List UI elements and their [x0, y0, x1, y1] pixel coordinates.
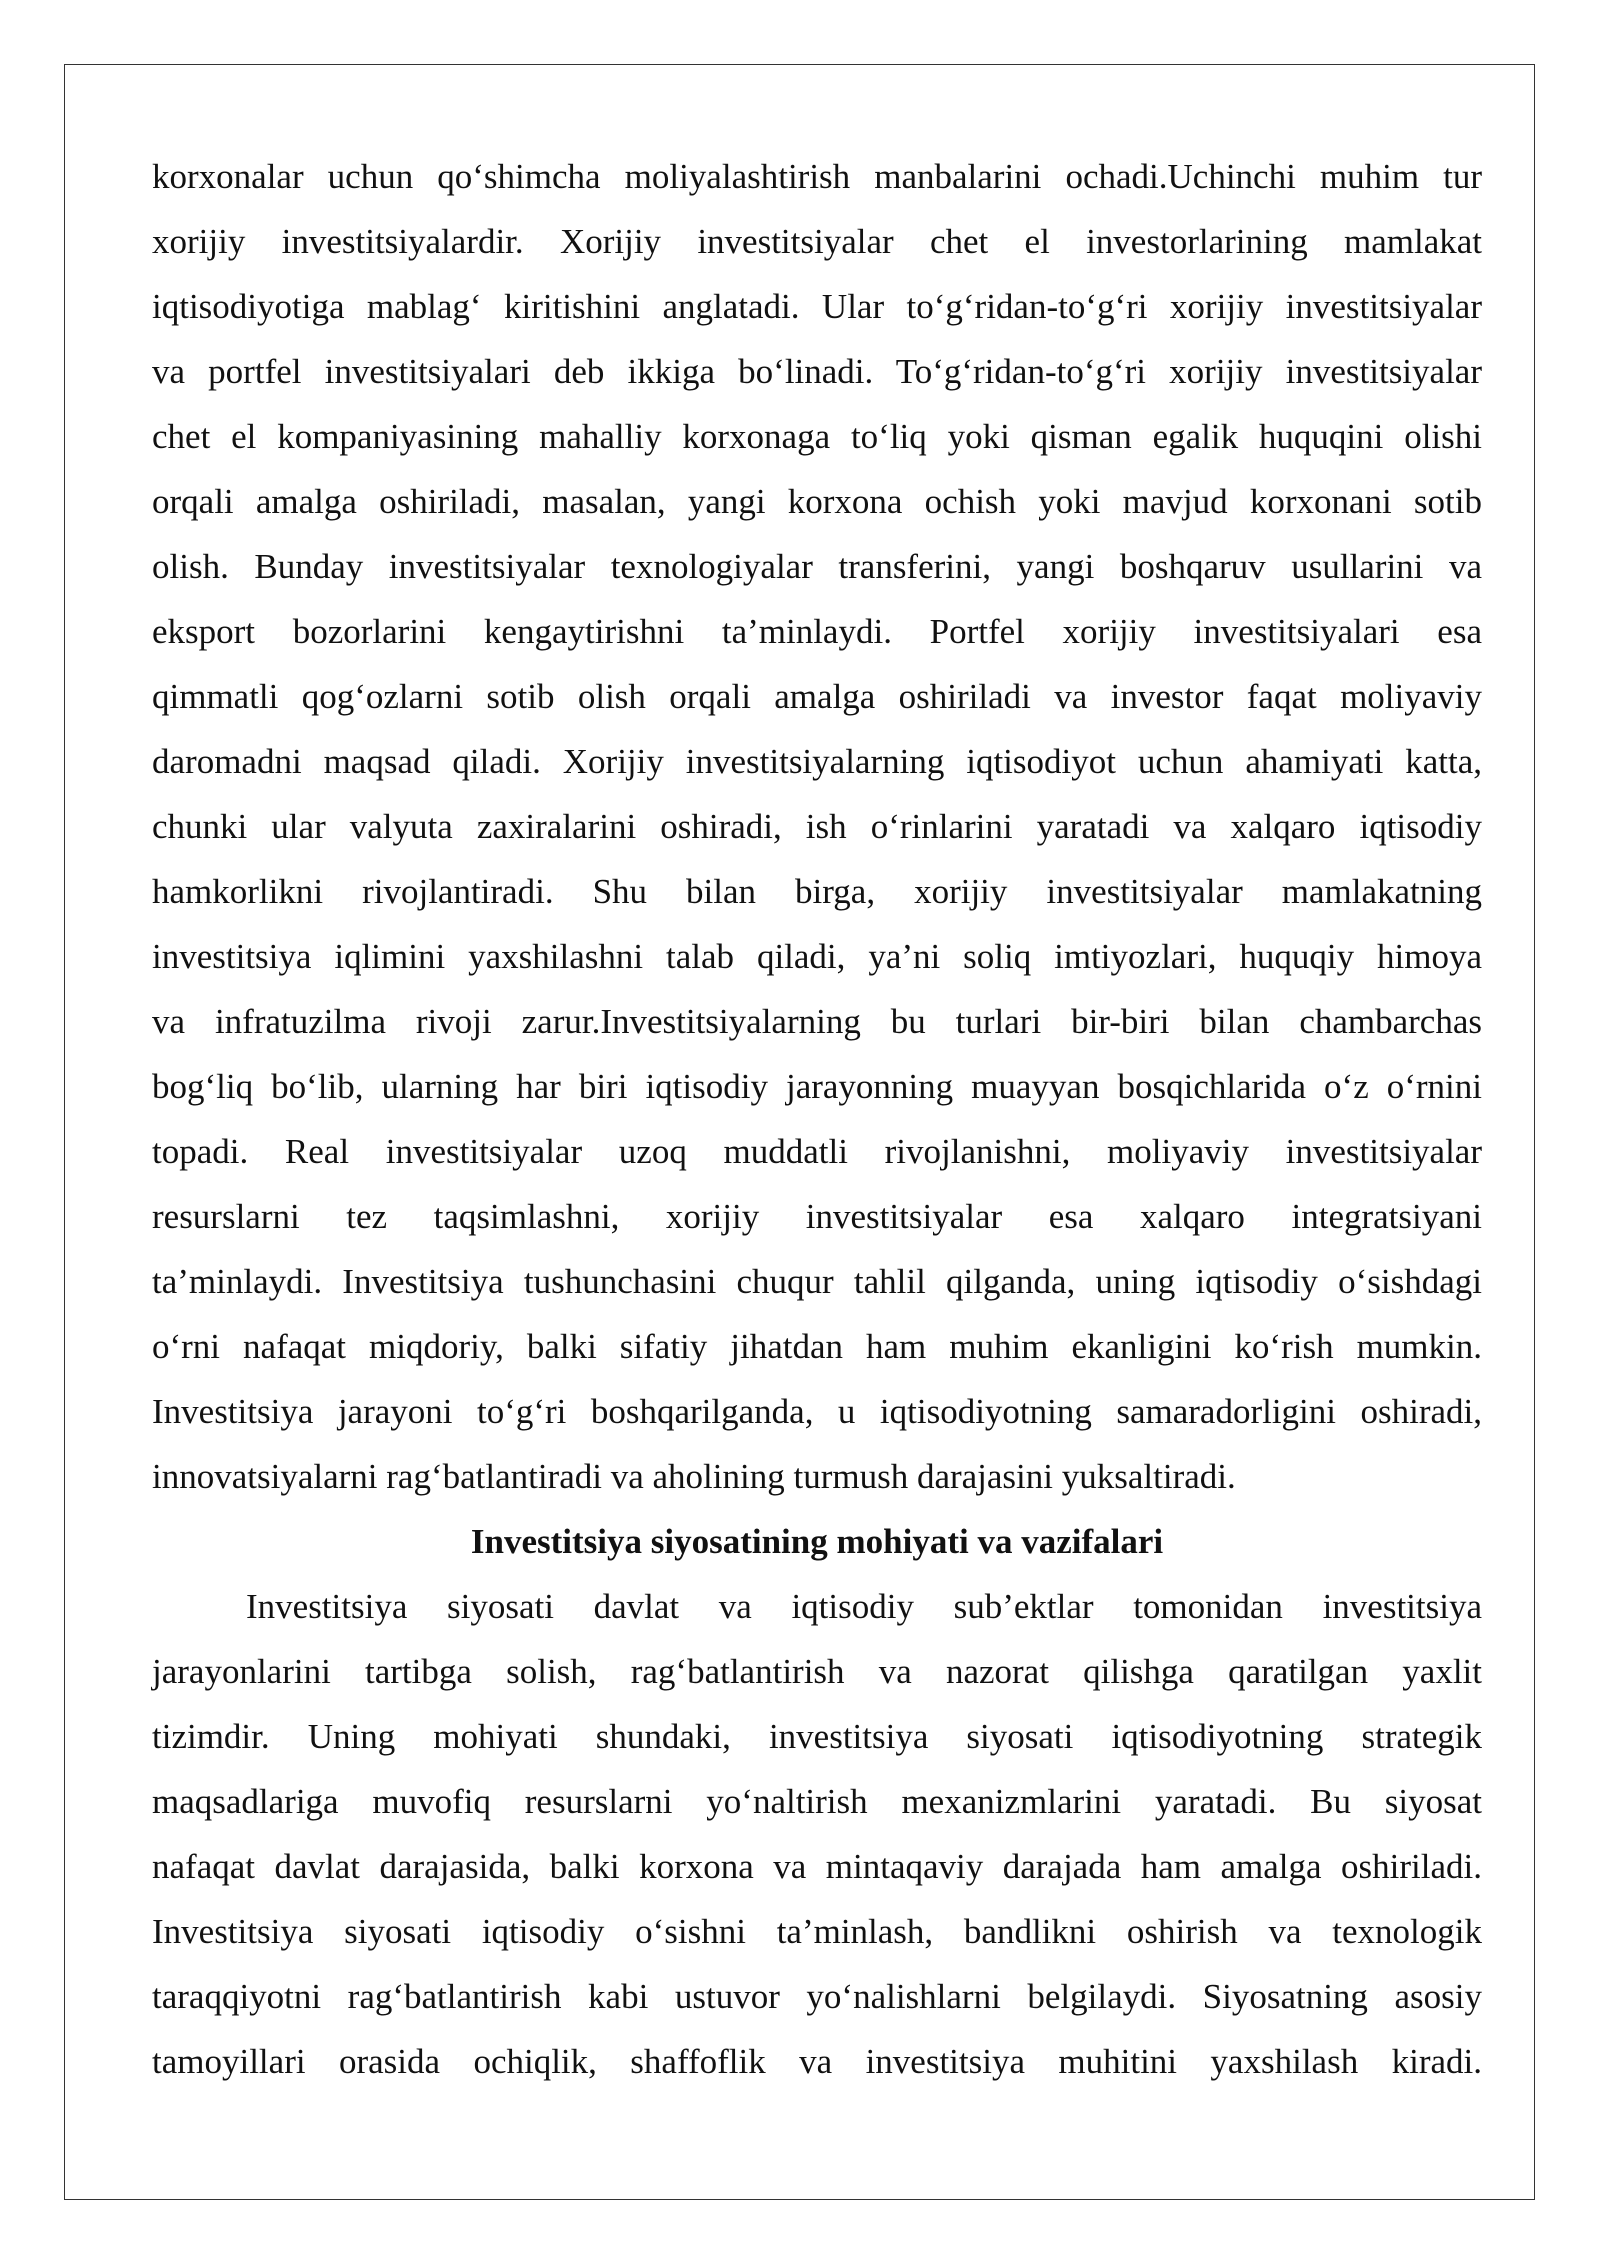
text-line: jarayonlarini tartibga solish, rag‘batlantirish va nazorat qilishga qaratilgan yaxlit: [152, 1652, 1482, 1691]
text-line: olish. Bunday investitsiyalar texnologiyalar transferini, yangi boshqaruv usullarini va: [152, 547, 1482, 586]
text-line: maqsadlariga muvofiq resurslarni yo‘naltirish mexanizmlarini yaratadi. Bu siyosat: [152, 1782, 1482, 1821]
text-line: qimmatli qog‘ozlarni sotib olish orqali amalga oshiriladi va investor faqat moliyaviy: [152, 677, 1482, 716]
text-line: resurslarni tez taqsimlashni, xorijiy investitsiyalar esa xalqaro integratsiyani: [152, 1197, 1482, 1236]
text-line: chunki ular valyuta zaxiralarini oshiradi, ish o‘rinlarini yaratadi va xalqaro iqtisodiy: [152, 807, 1482, 846]
paragraph-investment-policy: [152, 1574, 1482, 2094]
text-line: topadi. Real investitsiyalar uzoq muddatli rivojlanishni, moliyaviy investitsiyalar: [152, 1132, 1482, 1171]
text-line: Investitsiya jarayoni to‘g‘ri boshqarilganda, u iqtisodiyotning samaradorligini oshiradi,: [152, 1392, 1482, 1431]
text-line: orqali amalga oshiriladi, masalan, yangi korxona ochish yoki mavjud korxonani sotib: [152, 482, 1482, 521]
text-line: va infratuzilma rivoji zarur.Investitsiyalarning bu turlari bir-biri bilan chambarchas: [152, 1002, 1482, 1041]
text-line: hamkorlikni rivojlantiradi. Shu bilan birga, xorijiy investitsiyalar mamlakatning: [152, 872, 1482, 911]
text-line: eksport bozorlarini kengaytirishni ta’minlaydi. Portfel xorijiy investitsiyalari esa: [152, 612, 1482, 651]
text-line: chet el kompaniyasining mahalliy korxonaga to‘liq yoki qisman egalik huquqini olishi: [152, 417, 1482, 456]
text-line: investitsiya iqlimini yaxshilashni talab qiladi, ya’ni soliq imtiyozlari, huquqiy himoya: [152, 937, 1482, 976]
text-line: xorijiy investitsiyalardir. Xorijiy investitsiyalar chet el investorlarining mamlakat: [152, 222, 1482, 261]
text-line: korxonalar uchun qo‘shimcha moliyalashtirish manbalarini ochadi.Uchinchi muhim tur: [152, 157, 1482, 196]
section-heading: Investitsiya siyosatining mohiyati va vazifalari: [470, 1522, 1164, 1561]
text-line: daromadni maqsad qiladi. Xorijiy investitsiyalarning iqtisodiyot uchun ahamiyati katta,: [152, 742, 1482, 781]
text-line: o‘rni nafaqat miqdoriy, balki sifatiy jihatdan ham muhim ekanligini ko‘rish mumkin.: [152, 1327, 1482, 1366]
text-line: nafaqat davlat darajasida, balki korxona va mintaqaviy darajada ham amalga oshiriladi.: [152, 1847, 1482, 1886]
text-line: Investitsiya siyosati iqtisodiy o‘sishni ta’minlash, bandlikni oshirish va texnologik: [152, 1912, 1482, 1951]
document-body: [152, 144, 1482, 2094]
text-line: taraqqiyotni rag‘batlantirish kabi ustuvor yo‘nalishlarni belgilaydi. Siyosatning asosiy: [152, 1977, 1482, 2016]
text-line: tizimdir. Uning mohiyati shundaki, investitsiya siyosati iqtisodiyotning strategik: [152, 1717, 1482, 1756]
text-line: bog‘liq bo‘lib, ularning har biri iqtisodiy jarayonning muayyan bosqichlarida o‘z o‘rnini: [152, 1067, 1482, 1106]
text-line: ta’minlaydi. Investitsiya tushunchasini chuqur tahlil qilganda, uning iqtisodiy o‘sishdagi: [152, 1262, 1482, 1301]
paragraph-foreign-investments: [152, 144, 1482, 1509]
text-line: innovatsiyalarni rag‘batlantiradi va aholining turmush darajasini yuksaltiradi.: [152, 1457, 1236, 1496]
text-line: va portfel investitsiyalari deb ikkiga bo‘linadi. To‘g‘ridan-to‘g‘ri xorijiy investitsiyalar: [152, 352, 1482, 391]
text-line: tamoyillari orasida ochiqlik, shaffoflik va investitsiya muhitini yaxshilash kiradi.: [152, 2042, 1482, 2081]
text-line: iqtisodiyotiga mablag‘ kiritishini anglatadi. Ular to‘g‘ridan-to‘g‘ri xorijiy investitsiyalar: [152, 287, 1482, 326]
text-line: Investitsiya siyosati davlat va iqtisodiy sub’ektlar tomonidan investitsiya: [246, 1587, 1482, 1626]
